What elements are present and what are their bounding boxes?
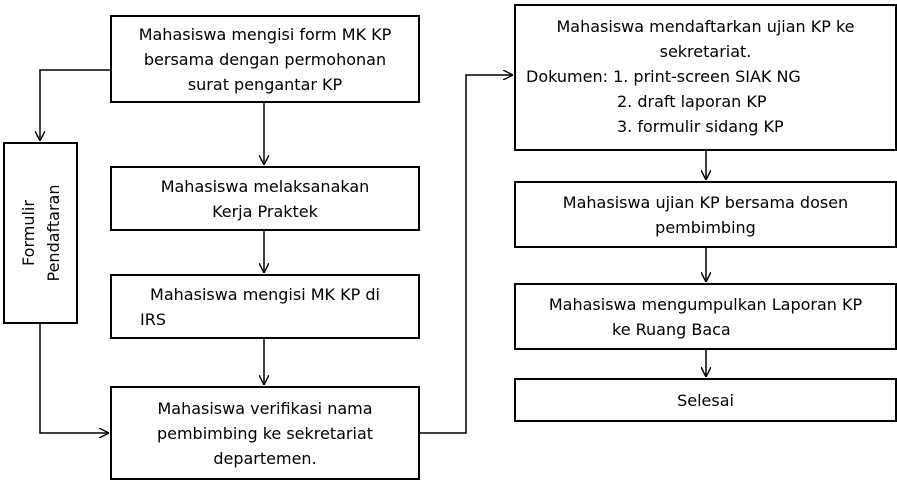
step5-line-1: Mahasiswa mendaftarkan ujian KP ke [556, 17, 855, 36]
step-finish-box [514, 378, 897, 422]
arrow-step1-to-side [40, 70, 110, 141]
step6-line-2: pembimbing [655, 217, 756, 237]
step3-line-1: Mahasiswa mengisi MK KP di [150, 284, 380, 304]
documents-label: Dokumen: 1. print-screen SIAK NG [526, 67, 801, 86]
step-submit-report-box [514, 283, 897, 350]
arrow-step4-to-step5 [420, 75, 513, 433]
document-item-3: 3. formulir sidang KP [617, 117, 784, 136]
step4-line-2: pembimbing ke sekretariat [156, 423, 374, 443]
step-irs-box [110, 274, 420, 339]
step-exam-box [514, 181, 897, 248]
step7-line-1: Mahasiswa mengumpulkan Laporan KP [548, 294, 863, 314]
step3-line-2: IRS [140, 309, 166, 329]
side-label-line-1: Formulir [18, 200, 38, 266]
formulir-pendaftaran-box [3, 142, 78, 324]
step2-line-1: Mahasiswa melaksanakan [160, 176, 370, 196]
step1-line-3: surat pengantar KP [187, 74, 343, 94]
step7-line-2: ke Ruang Baca [612, 319, 731, 339]
step1-line-2: bersama dengan permohonan [143, 49, 387, 69]
side-label-line-2: Pendaftaran [43, 184, 63, 282]
step4-line-1: Mahasiswa verifikasi nama [157, 398, 373, 418]
step-fill-form-box [110, 15, 420, 103]
step6-line-1: Mahasiswa ujian KP bersama dosen [562, 192, 849, 212]
step5-line-2: sekretariat. [659, 42, 752, 61]
step-internship-box [110, 166, 420, 231]
step8-label: Selesai [677, 390, 734, 410]
step1-line-1: Mahasiswa mengisi form MK KP [138, 24, 392, 44]
arrow-side-to-step4 [40, 323, 109, 433]
step4-line-3: departemen. [213, 448, 317, 468]
step-register-exam-box [514, 4, 897, 151]
document-item-2: 2. draft laporan KP [617, 92, 767, 111]
step2-line-2: Kerja Praktek [212, 201, 318, 221]
step-verify-supervisor-box [110, 386, 420, 480]
